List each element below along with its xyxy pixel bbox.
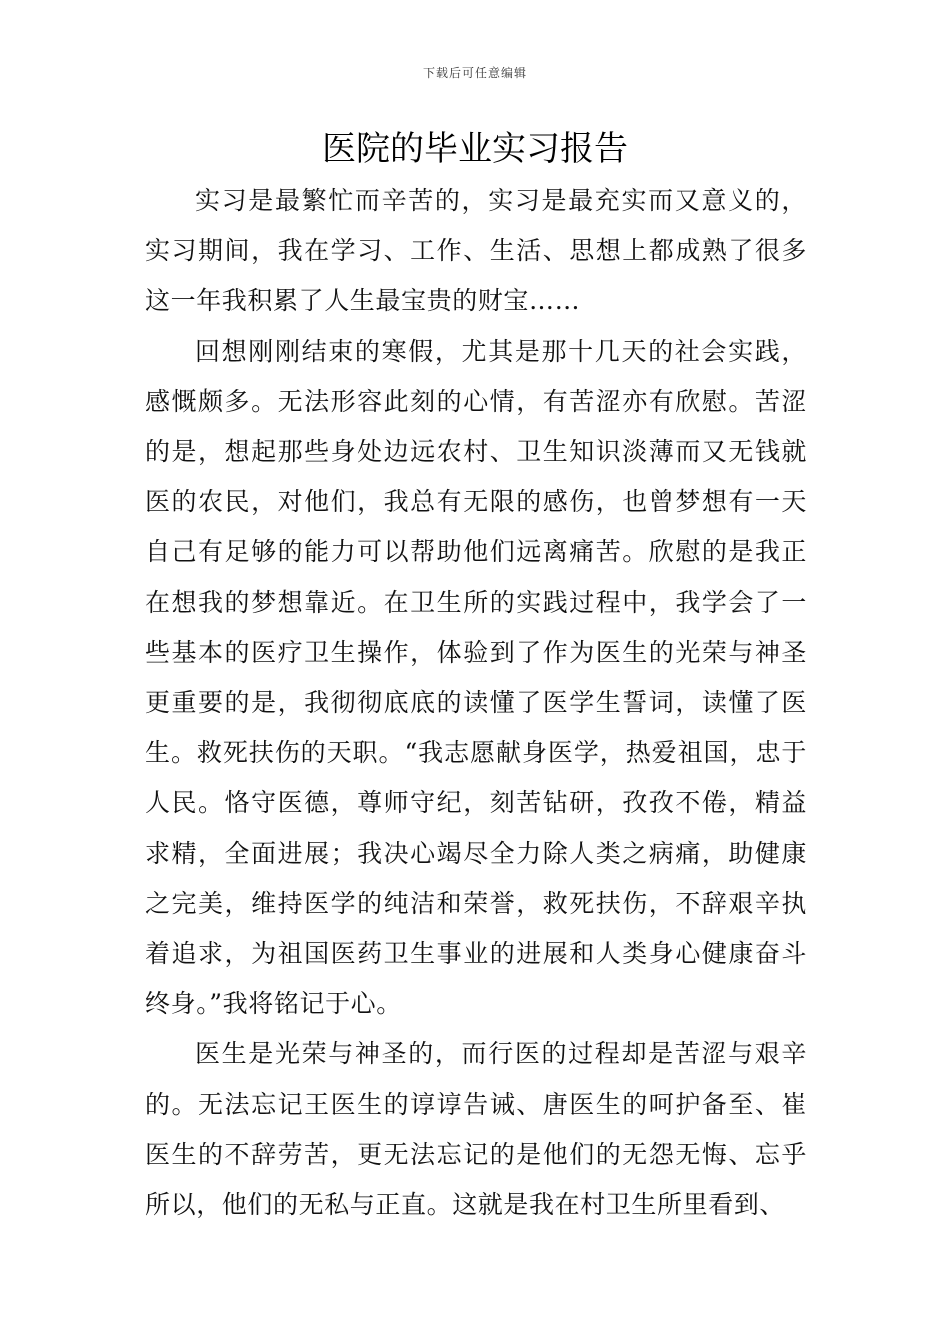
- document-title: 医院的毕业实习报告: [322, 129, 628, 169]
- paragraph: 实习是最繁忙而辛苦的，实习是最充实而又意义的，实习期间，我在学习、工作、生活、思想上都成熟了很多这一年我积累了人生最宝贵的财宝……: [145, 186, 807, 316]
- document-body: [145, 176, 807, 1230]
- header-note: 下载后可任意编辑: [422, 66, 527, 80]
- paragraph: 医生是光荣与神圣的，而行医的过程却是苦涩与艰辛的。无法忘记王医生的谆谆告诫、唐医生的呵护备至、崔医生的不辞劳苦，更无法忘记的是他们的无怨无悔、忘乎所以，他们的无私与正直。这就是我在村卫生所里看到、: [145, 1039, 807, 1220]
- paragraph: 回想刚刚结束的寒假，尤其是那十几天的社会实践，感慨颇多。无法形容此刻的心情，有苦涩亦有欣慰。苦涩的是，想起那些身处边远农村、卫生知识淡薄而又无钱就医的农民，对他们，我总有无限的感伤，也曾梦想有一天自己有足够的能力可以帮助他们远离痛苦。欣慰的是我正在想我的梦想靠近。在卫生所的实践过程中，我学会了一些基本的医疗卫生操作，体验到了作为医生的光荣与神圣更重要的是，我彻彻底底的读懂了医学生誓词，读懂了医生。救死扶伤的天职。“我志愿献身医学，热爱祖国，忠于人民。恪守医德，尊师守纪，刻苦钻研，孜孜不倦，精益求精，全面进展；我决心竭尽全力除人类之病痛，助健康之完美，维持医学的纯洁和荣誉，救死扶伤，不辞艰辛执着追求，为祖国医药卫生事业的进展和人类身心健康奋斗终身。”我将铭记于心。: [145, 336, 807, 1019]
